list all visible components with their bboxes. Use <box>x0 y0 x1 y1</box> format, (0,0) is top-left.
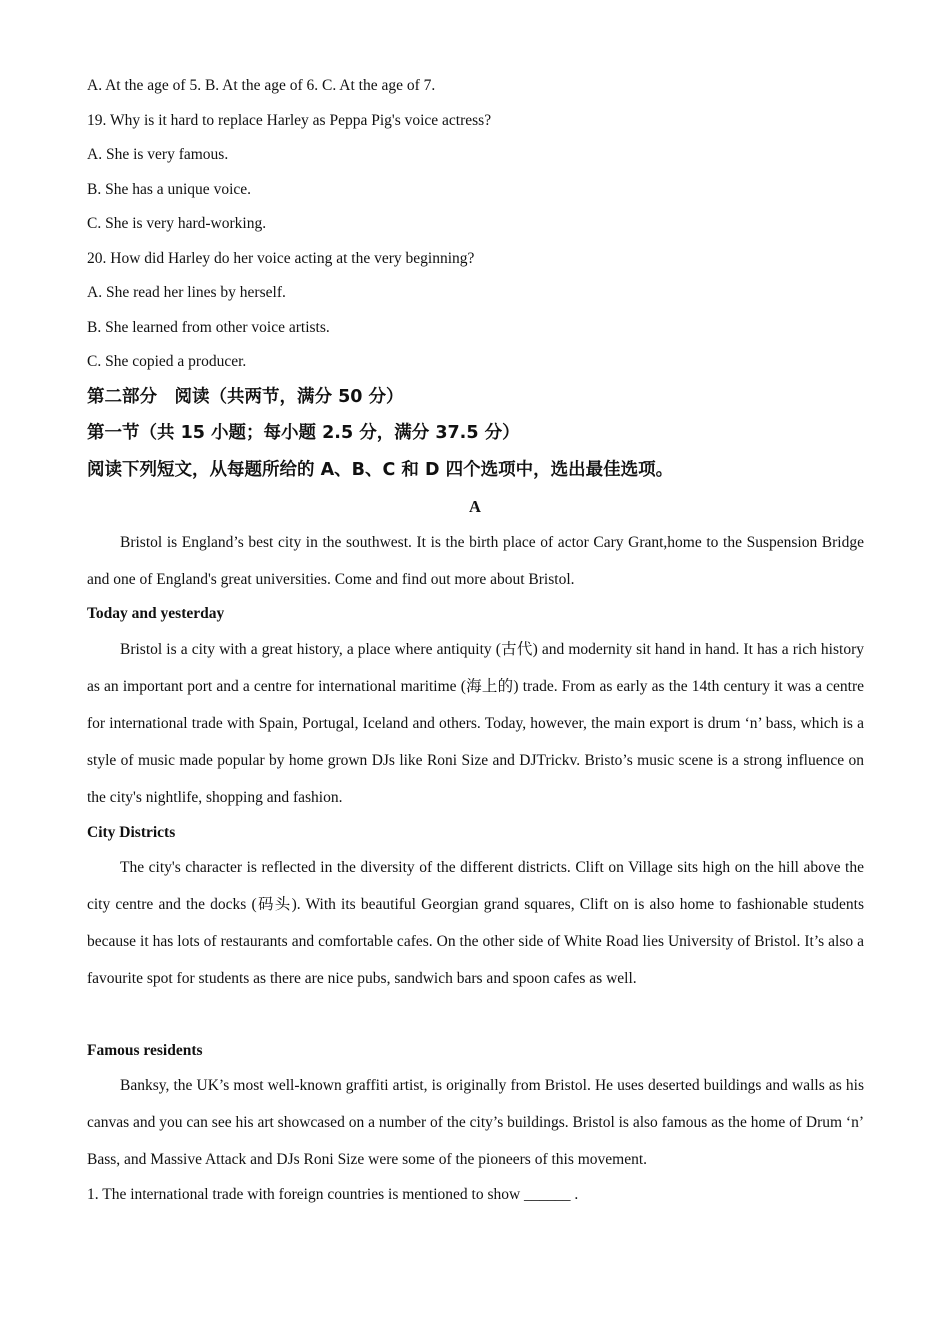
question-1: 1. The international trade with foreign countries is mentioned to show ______ . <box>87 1186 579 1203</box>
section-title-districts: City Districts <box>87 824 176 841</box>
q19-option-b: B. She has a unique voice. <box>87 181 252 198</box>
q18-options: A. At the age of 5. B. At the age of 6. C. At the age of 7. <box>87 77 436 94</box>
section-title-residents: Famous residents <box>87 1042 203 1059</box>
q20-option-b: B. She learned from other voice artists. <box>87 319 330 336</box>
reading-instruction: 阅读下列短文，从每题所给的 A、B、C 和 D 四个选项中，选出最佳选项。 <box>87 460 674 480</box>
section-text-residents: Banksy, the UK’s most well-known graffiti artist, is originally from Bristol. He uses deserted buildings and walls as his canvas and you can see his art showcased on a number of the city’s buildings. Bristol is also famous as the home of Drum ‘n’ Bass, and Massive Attack and DJs Roni Size were some of the pioneers of this movement. <box>87 1077 864 1168</box>
part2-title: 第二部分 阅读（共两节，满分 50 分） <box>87 387 404 407</box>
q19-question: 19. Why is it hard to replace Harley as Peppa Pig's voice actress? <box>87 112 492 129</box>
passage-intro: Bristol is England’s best city in the southwest. It is the birth place of actor Cary Grant,home to the Suspension Bridge and one of England's great universities. Come and find out more about Bristol. <box>87 534 864 588</box>
section-text-today: Bristol is a city with a great history, a place where antiquity (古代) and modernity sit hand in hand. It has a rich history as an important port and a centre for international maritime (海上的) trade. From as early as the 14th century it was a centre for international trade with Spain, Portugal, Iceland and others. Today, however, the main export is drum ‘n’ bass, which is a style of music made popular by home grown DJs like Roni Size and DJTrickv. Bristo’s music scene is a strong influence on the city's nightlife, shopping and fashion. <box>87 641 864 806</box>
section1-title: 第一节（共 15 小题；每小题 2.5 分，满分 37.5 分） <box>87 423 520 443</box>
q19-option-c: C. She is very hard-working. <box>87 215 267 232</box>
q20-option-c: C. She copied a producer. <box>87 353 247 370</box>
section-text-districts: The city's character is reflected in the diversity of the different districts. Clift on Village sits high on the hill above the city centre and the docks (码头). With its beautiful Georgian grand squares, Clift on is also home to fashionable students because it has lots of restaurants and comfortable cafes. On the other side of White Road lies University of Bristol. It’s also a favourite spot for students as there are nice pubs, sandwich bars and spoon cafes as well. <box>87 859 864 987</box>
section-title-today: Today and yesterday <box>87 605 225 622</box>
q19-option-a: A. She is very famous. <box>87 146 229 163</box>
q20-question: 20. How did Harley do her voice acting at the very beginning? <box>87 250 475 267</box>
q20-option-a: A. She read her lines by herself. <box>87 284 286 301</box>
passage-label: A <box>469 497 481 516</box>
